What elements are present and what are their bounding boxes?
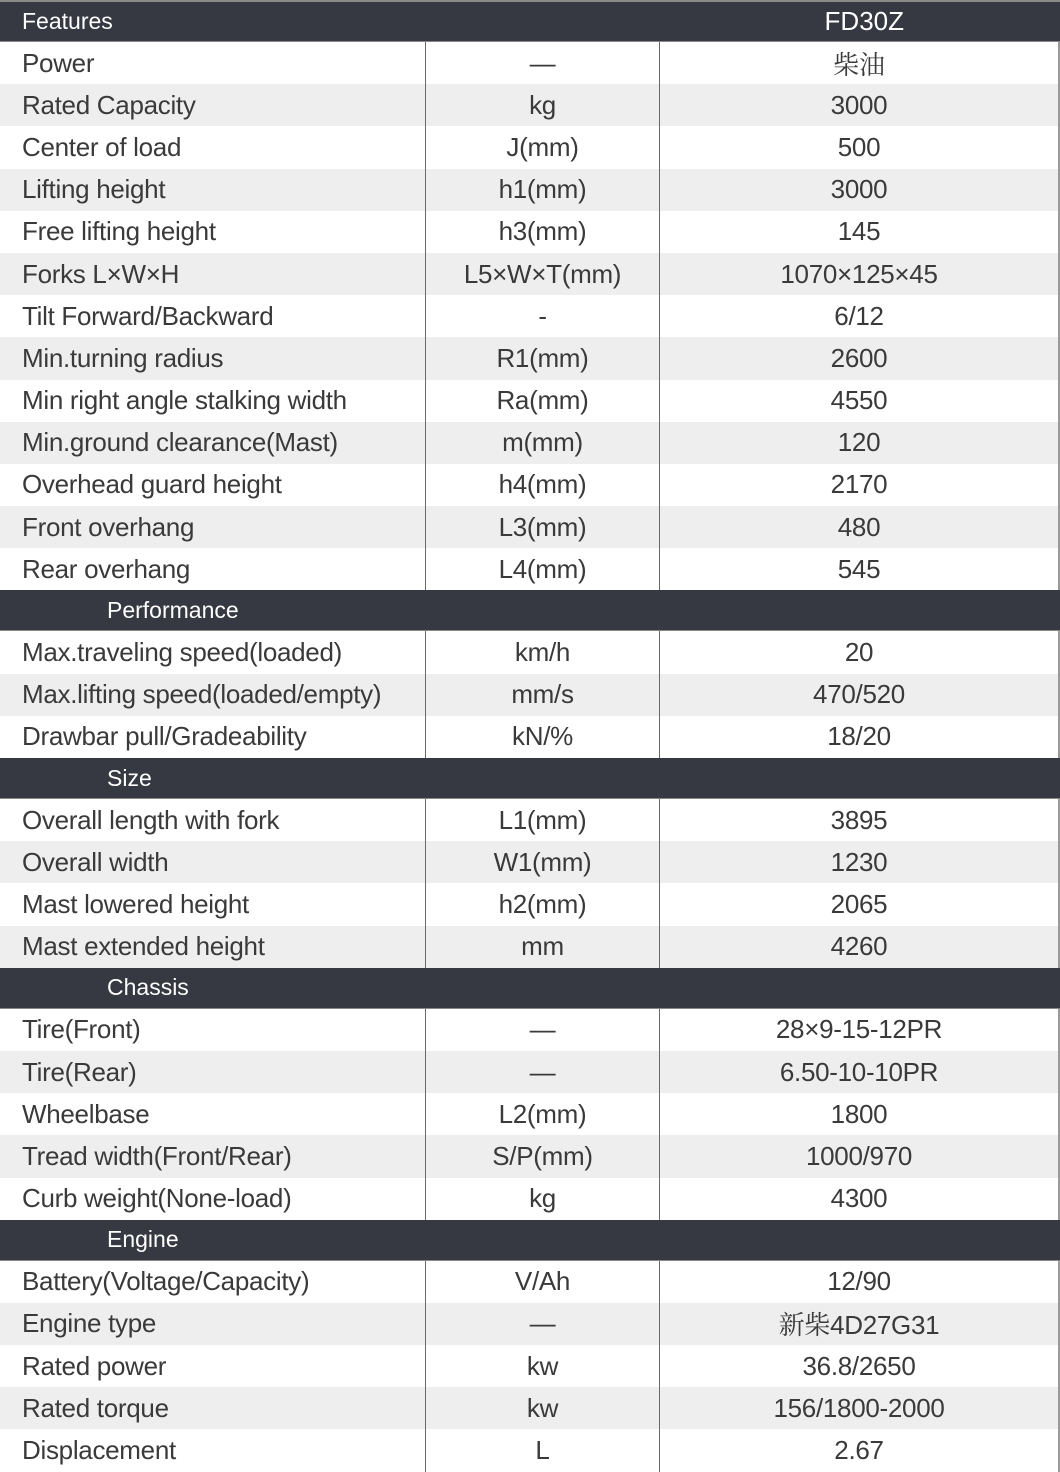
feature-cell: Overall width: [22, 846, 169, 877]
feature-cell: Rear overhang: [22, 553, 191, 584]
value-cell: 柴油: [659, 42, 1058, 84]
value-cell: 145: [659, 211, 1058, 253]
table-row: [0, 1387, 1060, 1429]
value-cell: 3000: [659, 169, 1058, 211]
value-cell: 470/520: [659, 674, 1058, 716]
feature-cell: Tire(Front): [22, 1014, 141, 1045]
feature-cell: Min.ground clearance(Mast): [22, 427, 338, 458]
table-row: [0, 1261, 1060, 1303]
value-cell: 28×9-15-12PR: [659, 1009, 1058, 1051]
value-cell: 1800: [659, 1093, 1058, 1135]
unit-cell: R1(mm): [425, 337, 659, 379]
unit-cell: L3(mm): [425, 506, 659, 548]
unit-cell: h3(mm): [425, 211, 659, 253]
features-header: Features: [22, 8, 113, 34]
table-row: [0, 1345, 1060, 1387]
unit-cell: kw: [425, 1345, 659, 1387]
feature-cell: Overall length with fork: [22, 804, 280, 835]
table-row: [0, 883, 1060, 925]
feature-cell: Curb weight(None-load): [22, 1183, 292, 1214]
table-row: [0, 126, 1060, 168]
feature-cell: Drawbar pull/Gradeability: [22, 721, 307, 752]
table-row: [0, 42, 1060, 84]
feature-cell: Power: [22, 47, 95, 78]
feature-cell: Tilt Forward/Backward: [22, 300, 274, 331]
unit-cell: kg: [425, 84, 659, 126]
value-cell: 1230: [659, 841, 1058, 883]
value-cell: 3895: [659, 799, 1058, 841]
table-row: [0, 1051, 1060, 1093]
unit-cell: S/P(mm): [425, 1135, 659, 1177]
feature-cell: Overhead guard height: [22, 469, 282, 500]
table-row: [0, 295, 1060, 337]
value-cell: 120: [659, 422, 1058, 464]
unit-cell: m(mm): [425, 422, 659, 464]
table-row: [0, 169, 1060, 211]
table-row: [0, 337, 1060, 379]
unit-cell: W1(mm): [425, 841, 659, 883]
unit-cell: mm: [425, 926, 659, 968]
unit-header: [439, 2, 669, 41]
table-row: [0, 506, 1060, 548]
unit-cell: kg: [425, 1178, 659, 1220]
value-cell: 4300: [659, 1178, 1058, 1220]
feature-cell: Mast extended height: [22, 931, 265, 962]
feature-cell: Displacement: [22, 1435, 176, 1466]
feature-cell: Max.traveling speed(loaded): [22, 637, 342, 668]
section-header-size: Size: [0, 758, 1060, 799]
unit-cell: mm/s: [425, 674, 659, 716]
value-cell: 2170: [659, 464, 1058, 506]
unit-cell: L1(mm): [425, 799, 659, 841]
value-cell: 156/1800-2000: [659, 1387, 1058, 1429]
value-cell: 1070×125×45: [659, 253, 1058, 295]
feature-cell: Wheelbase: [22, 1098, 150, 1129]
value-cell: 3000: [659, 84, 1058, 126]
feature-cell: Tire(Rear): [22, 1056, 137, 1087]
value-cell: 480: [659, 506, 1058, 548]
value-cell: 6/12: [659, 295, 1058, 337]
feature-cell: Min.turning radius: [22, 342, 224, 373]
value-cell: 4550: [659, 380, 1058, 422]
table-row: [0, 84, 1060, 126]
value-cell: 36.8/2650: [659, 1345, 1058, 1387]
unit-cell: kw: [425, 1387, 659, 1429]
value-cell: 新柴4D27G31: [659, 1303, 1058, 1345]
value-cell: 1000/970: [659, 1135, 1058, 1177]
table-row: [0, 926, 1060, 968]
unit-cell: —: [425, 42, 659, 84]
table-row: [0, 1093, 1060, 1135]
table-row: [0, 380, 1060, 422]
value-cell: 545: [659, 548, 1058, 590]
feature-cell: Rated Capacity: [22, 89, 196, 120]
unit-cell: h1(mm): [425, 169, 659, 211]
unit-cell: J(mm): [425, 126, 659, 168]
section-header-performance: Performance: [0, 590, 1060, 631]
unit-cell: h2(mm): [425, 883, 659, 925]
value-cell: 18/20: [659, 716, 1058, 758]
feature-cell: Battery(Voltage/Capacity): [22, 1266, 310, 1297]
value-cell: 20: [659, 631, 1058, 673]
unit-cell: h4(mm): [425, 464, 659, 506]
unit-cell: V/Ah: [425, 1261, 659, 1303]
table-row: [0, 548, 1060, 590]
section-header-engine: Engine: [0, 1220, 1060, 1261]
table-row: [0, 674, 1060, 716]
unit-cell: L2(mm): [425, 1093, 659, 1135]
table-body: [0, 42, 1060, 1472]
unit-cell: kN/%: [425, 716, 659, 758]
value-cell: 6.50-10-10PR: [659, 1051, 1058, 1093]
table-row: [0, 1303, 1060, 1345]
section-header-chassis: Chassis: [0, 968, 1060, 1009]
feature-cell: Rated torque: [22, 1392, 169, 1423]
table-row: [0, 1135, 1060, 1177]
unit-cell: L4(mm): [425, 548, 659, 590]
unit-cell: L5×W×T(mm): [425, 253, 659, 295]
table-row: [0, 841, 1060, 883]
feature-cell: Forks L×W×H: [22, 258, 180, 289]
feature-cell: Rated power: [22, 1350, 167, 1381]
feature-cell: Center of load: [22, 131, 182, 162]
value-cell: 12/90: [659, 1261, 1058, 1303]
table-row: [0, 1178, 1060, 1220]
value-cell: 2065: [659, 883, 1058, 925]
table-row: [0, 799, 1060, 841]
unit-cell: Ra(mm): [425, 380, 659, 422]
table-row: [0, 422, 1060, 464]
unit-cell: -: [425, 295, 659, 337]
table-row: [0, 211, 1060, 253]
value-cell: 2600: [659, 337, 1058, 379]
table-row: [0, 716, 1060, 758]
table-row: [0, 464, 1060, 506]
model-header: FD30Z: [824, 6, 904, 36]
feature-cell: Tread width(Front/Rear): [22, 1140, 292, 1171]
feature-cell: Min right angle stalking width: [22, 385, 347, 416]
table-row: [0, 1429, 1060, 1471]
feature-cell: Mast lowered height: [22, 888, 249, 919]
value-cell: 4260: [659, 926, 1058, 968]
feature-cell: Front overhang: [22, 511, 195, 542]
unit-cell: —: [425, 1303, 659, 1345]
unit-cell: —: [425, 1051, 659, 1093]
unit-cell: km/h: [425, 631, 659, 673]
value-cell: 500: [659, 126, 1058, 168]
feature-cell: Engine type: [22, 1308, 157, 1339]
table-row: [0, 253, 1060, 295]
feature-cell: Max.lifting speed(loaded/empty): [22, 679, 382, 710]
feature-cell: Free lifting height: [22, 216, 216, 247]
table-header: [0, 0, 1060, 42]
unit-cell: —: [425, 1009, 659, 1051]
feature-cell: Lifting height: [22, 174, 166, 205]
table-row: [0, 631, 1060, 673]
table-row: [0, 1009, 1060, 1051]
unit-cell: L: [425, 1429, 659, 1471]
value-cell: 2.67: [659, 1429, 1058, 1471]
